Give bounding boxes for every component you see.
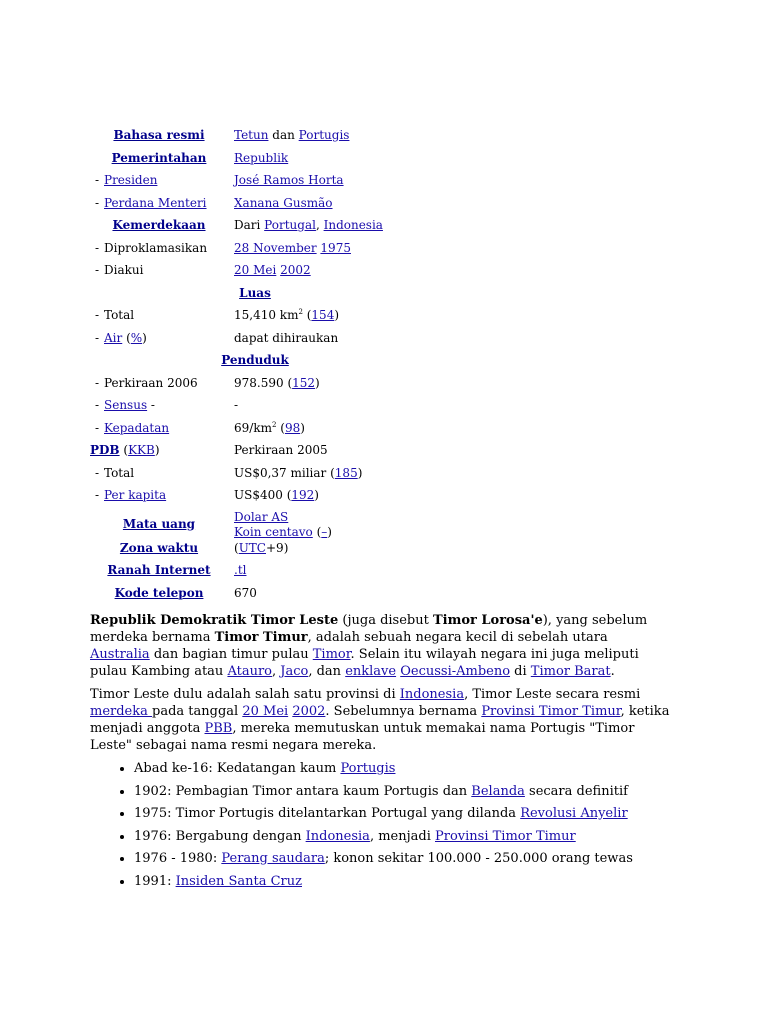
paren: ( — [326, 465, 335, 480]
text: , adalah sebuah negara kecil di sebelah utara — [307, 630, 608, 645]
text: . Selain itu wilayah negara ini juga meliputi pulau Kambing atau — [90, 647, 639, 679]
per-kapita-link[interactable]: Per kapita — [104, 488, 167, 502]
bold-term: Republik Demokratik Timor Leste — [90, 613, 339, 628]
perang-saudara-link[interactable]: Perang saudara — [221, 851, 325, 866]
year-link[interactable]: 1975 — [320, 240, 351, 255]
paren: ) — [314, 488, 319, 502]
koin-centavo-link[interactable]: Koin centavo — [234, 524, 313, 539]
oecussi-ambeno-link[interactable]: Oecussi-Ambeno — [400, 664, 511, 679]
paren: ) — [357, 465, 363, 480]
separator: , — [315, 218, 324, 232]
paren: ) — [327, 524, 332, 539]
sensus-link[interactable]: Sensus — [104, 398, 148, 412]
insiden-santa-cruz-link[interactable]: Insiden Santa Cruz — [175, 873, 302, 889]
diproklamasikan-label: Diproklamasikan — [104, 240, 208, 255]
row-kode-telepon — [90, 582, 690, 605]
list-item — [134, 805, 670, 822]
dash: - — [94, 420, 100, 435]
penduduk-label[interactable]: Penduduk — [221, 353, 289, 367]
list-item — [134, 828, 670, 845]
rank-link[interactable]: 98 — [284, 420, 301, 435]
row-kepadatan — [90, 417, 690, 440]
dash: - — [94, 263, 100, 277]
row-air — [90, 327, 690, 350]
kemerdekaan-prefix: Dari — [234, 218, 265, 232]
paren: ( — [282, 488, 292, 502]
dash: - — [94, 240, 100, 255]
perdana-menteri-link[interactable]: Perdana Menteri — [104, 195, 207, 210]
dash: - — [94, 488, 100, 502]
pdb-link[interactable]: PDB — [90, 443, 120, 457]
paragraph-intro — [90, 612, 670, 680]
list-item — [134, 873, 670, 890]
total-label: Total — [104, 465, 135, 480]
paren: ( — [122, 330, 131, 345]
perkiraan-label: Perkiraan 2006 — [104, 375, 198, 390]
paren: ) — [142, 330, 147, 345]
year-link[interactable]: 2002 — [292, 704, 326, 719]
text: 1976 - 1980: — [134, 851, 222, 866]
revolusi-anyelir-link[interactable]: Revolusi Anyelir — [520, 806, 628, 821]
bold-term: Timor Lorosa'e — [432, 613, 543, 628]
bold-term: Timor Timur — [214, 630, 308, 645]
indonesia-link[interactable]: Indonesia — [323, 218, 383, 232]
per-kapita-value: US$400 — [234, 488, 283, 502]
row-penduduk-header — [90, 349, 690, 372]
row-diakui — [90, 259, 690, 282]
text: 1902: Pembagian Timor antara kaum Portugis dan — [134, 783, 472, 799]
text: 1976: Bergabung dengan — [134, 828, 306, 844]
row-zona-waktu — [90, 537, 690, 560]
article-body — [90, 612, 670, 895]
air-value: dapat dihiraukan — [234, 330, 339, 345]
row-pdb — [90, 439, 690, 462]
row-luas-header — [90, 282, 690, 305]
paren: ( — [302, 308, 312, 322]
jaco-link[interactable]: Jaco — [280, 664, 309, 679]
text: (juga disebut — [338, 613, 433, 628]
text: , Timor Leste secara resmi — [464, 687, 641, 702]
bahasa-resmi-label[interactable]: Bahasa resmi — [113, 128, 205, 142]
perkiraan-value: 978.590 — [234, 375, 284, 390]
text: di — [510, 664, 531, 679]
enklave-link[interactable]: enklave — [345, 664, 397, 679]
date-link[interactable]: 20 Mei — [242, 704, 289, 719]
indonesia-link[interactable]: Indonesia — [399, 687, 465, 702]
dash: - — [94, 398, 100, 412]
row-pemerintahan — [90, 147, 690, 170]
indonesia-link[interactable]: Indonesia — [305, 828, 370, 844]
row-perdana-menteri — [90, 192, 690, 215]
diakui-label: Diakui — [104, 263, 144, 277]
belanda-link[interactable]: Belanda — [471, 783, 525, 799]
zona-waktu-label[interactable]: Zona waktu — [119, 540, 199, 555]
pemerintahan-label[interactable]: Pemerintahan — [111, 150, 207, 165]
text: 1991: — [134, 873, 176, 889]
kepadatan-value: 69/km — [234, 420, 272, 435]
luas-label[interactable]: Luas — [239, 285, 271, 300]
row-ranah-internet — [90, 559, 690, 582]
list-item — [134, 850, 670, 867]
row-perkiraan-2006 — [90, 372, 690, 395]
superscript: 2 — [271, 420, 277, 429]
paren: ) — [334, 308, 340, 322]
kepadatan-link[interactable]: Kepadatan — [104, 420, 170, 435]
row-per-kapita — [90, 484, 690, 507]
sensus-after: - — [147, 398, 155, 412]
row-mata-uang — [90, 507, 690, 537]
text: pada tanggal — [152, 704, 243, 719]
dash: - — [94, 375, 100, 390]
dolar-as-link[interactable]: Dolar AS — [234, 509, 289, 524]
portugis-link[interactable]: Portugis — [298, 128, 350, 142]
paren: ( — [283, 375, 293, 390]
total-label: Total — [104, 308, 135, 322]
year-link[interactable]: 2002 — [280, 263, 311, 277]
row-luas-total — [90, 304, 690, 327]
infobox — [90, 124, 690, 604]
tld-link[interactable]: .tl — [234, 563, 247, 577]
row-pdb-total — [90, 462, 690, 485]
kemerdekaan-label[interactable]: Kemerdekaan — [112, 218, 206, 232]
text: . Sebelumnya bernama — [325, 704, 482, 719]
tetun-link[interactable]: Tetun — [234, 128, 269, 142]
kode-telepon-value: 670 — [234, 585, 257, 600]
row-kemerdekaan — [90, 214, 690, 237]
rank-link[interactable]: 154 — [311, 308, 335, 322]
list-item — [134, 760, 670, 777]
mata-uang-label[interactable]: Mata uang — [122, 516, 196, 531]
text: , menjadi — [369, 828, 435, 844]
presiden-value-link[interactable]: José Ramos Horta — [234, 173, 344, 187]
paren: ) — [300, 420, 305, 435]
text: ), yang sebelum merdeka bernama — [90, 613, 648, 645]
republik-link[interactable]: Republik — [234, 150, 289, 165]
utc-offset: +9) — [266, 540, 289, 555]
portugis-link[interactable]: Portugis — [340, 761, 396, 776]
dash: - — [94, 465, 100, 480]
luas-total-value: 15,410 km — [234, 308, 299, 322]
pdb-total-value: US$0,37 miliar — [234, 465, 327, 480]
row-bahasa-resmi — [90, 124, 690, 147]
history-list — [90, 760, 670, 890]
percent-link[interactable]: % — [130, 330, 143, 345]
timor-link[interactable]: Timor — [312, 647, 351, 662]
row-diproklamasikan — [90, 237, 690, 260]
text: 1975: Timor Portugis ditelantarkan Portugal yang dilanda — [134, 806, 521, 821]
paren: ) — [154, 443, 160, 457]
list-item — [134, 783, 670, 800]
timor-barat-link[interactable]: Timor Barat — [530, 664, 611, 679]
text: , dan — [308, 664, 346, 679]
currency-code-link[interactable]: – — [321, 524, 328, 539]
rank-link[interactable]: 185 — [334, 465, 358, 480]
text: , ketika menjadi anggota — [90, 704, 670, 736]
perdana-menteri-value-link[interactable]: Xanana Gusmão — [234, 195, 333, 210]
text: dan bagian timur pulau — [149, 647, 313, 662]
kkb-link[interactable]: KKB — [128, 443, 155, 457]
text: Abad ke-16: Kedatangan kaum — [134, 761, 341, 776]
paragraph-history — [90, 686, 670, 754]
row-presiden — [90, 169, 690, 192]
atauro-link[interactable]: Atauro — [227, 664, 272, 679]
sensus-value: - — [234, 398, 239, 412]
kode-telepon-label[interactable]: Kode telepon — [114, 585, 204, 600]
date-link[interactable]: 20 Mei — [234, 263, 277, 277]
presiden-link[interactable]: Presiden — [104, 173, 158, 187]
provinsi-timor-timur-link[interactable]: Provinsi Timor Timur — [481, 704, 621, 719]
paren: ( — [276, 420, 285, 435]
text: , — [272, 664, 281, 679]
merdeka-link[interactable]: merdeka — [90, 704, 153, 719]
separator: dan — [268, 128, 299, 142]
portugal-link[interactable]: Portugal — [264, 218, 316, 232]
text: secara definitif — [524, 783, 628, 799]
dash: - — [94, 173, 100, 187]
paren: ( — [119, 443, 129, 457]
provinsi-timor-timur-link[interactable]: Provinsi Timor Timur — [435, 828, 576, 844]
text: Timor Leste dulu adalah salah satu provinsi di — [90, 687, 400, 702]
text: . — [610, 664, 615, 679]
ranah-internet-label[interactable]: Ranah Internet — [107, 563, 211, 577]
pdb-value: Perkiraan 2005 — [234, 443, 328, 457]
paren: ) — [315, 375, 320, 390]
dash: - — [94, 195, 100, 210]
dash: - — [94, 330, 100, 345]
pbb-link[interactable]: PBB — [204, 721, 233, 736]
air-link[interactable]: Air — [104, 330, 123, 345]
row-sensus — [90, 394, 690, 417]
superscript: 2 — [298, 308, 303, 316]
dash: - — [94, 308, 100, 322]
rank-link[interactable]: 192 — [291, 488, 315, 502]
paren: ( — [312, 524, 322, 539]
date-link[interactable]: 28 November — [234, 240, 317, 255]
text: , mereka memutuskan untuk memakai nama Portugis "Timor Leste" sebagai nama resmi negara mereka. — [90, 721, 635, 753]
text: ; konon sekitar 100.000 - 250.000 orang tewas — [324, 851, 633, 866]
paren: ( — [234, 540, 239, 555]
utc-link[interactable]: UTC — [238, 540, 266, 555]
rank-link[interactable]: 152 — [292, 375, 316, 390]
australia-link[interactable]: Australia — [90, 647, 150, 662]
